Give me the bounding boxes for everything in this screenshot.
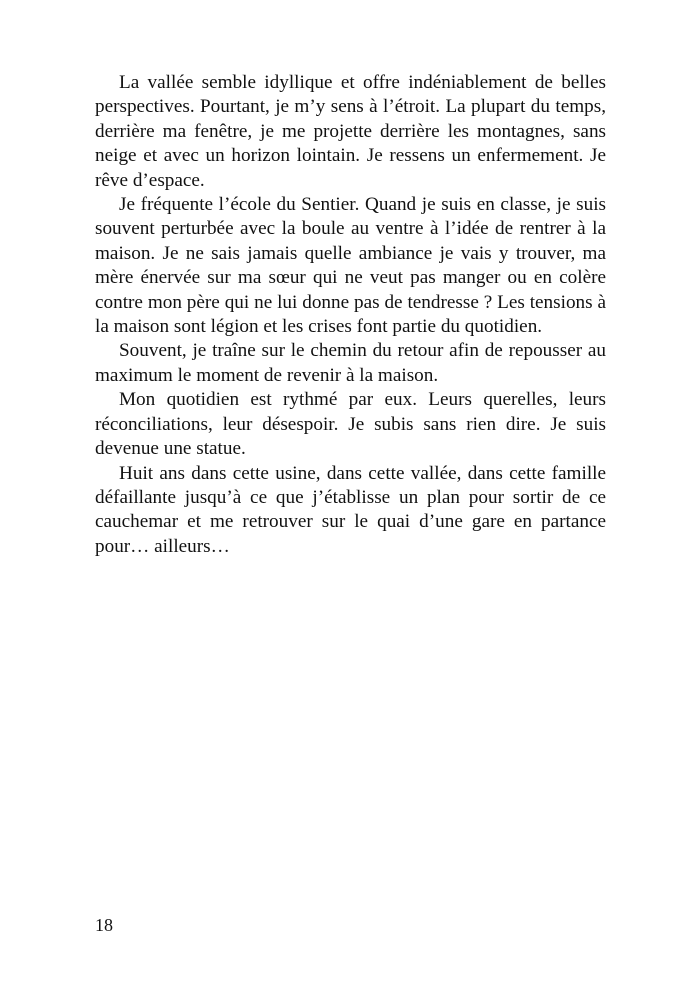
page-number: 18 <box>95 915 113 935</box>
paragraph-5: Huit ans dans cette usine, dans cette vallée, dans cette famille défaillante jusqu’à ce que j’établisse un plan pour sortir de ce cauchemar et me retrouver sur le quai d’une gare en partance pour… ailleurs… <box>95 462 606 557</box>
paragraph-4: Mon quotidien est rythmé par eux. Leurs querelles, leurs réconciliations, leur désespoir. Je subis sans rien dire. Je suis devenue une statue. <box>95 389 606 460</box>
paragraph-2: Je fréquente l’école du Sentier. Quand je suis en classe, je suis souvent perturbée avec la boule au ventre à l’idée de rentrer à la maison. Je ne sais jamais quelle ambiance je vais y trouver, ma mère énervée sur ma sœur qui ne veut pas manger ou en colère contre mon père qui ne lui donne pas de tendresse ? Les tensions à la maison sont légion et les crises font partie du quotidien. <box>95 194 606 338</box>
body-text <box>95 71 606 559</box>
paragraph-1: La vallée semble idyllique et offre indéniablement de belles perspectives. Pourtant, je m’y sens à l’étroit. La plupart du temps, derrière ma fenêtre, je me projette derrière les montagnes, sans neige et avec un horizon lointain. Je ressens un enfermement. Je rêve d’espace. <box>95 72 606 191</box>
paragraph-3: Souvent, je traîne sur le chemin du retour afin de repousser au maximum le moment de revenir à la maison. <box>95 340 606 386</box>
